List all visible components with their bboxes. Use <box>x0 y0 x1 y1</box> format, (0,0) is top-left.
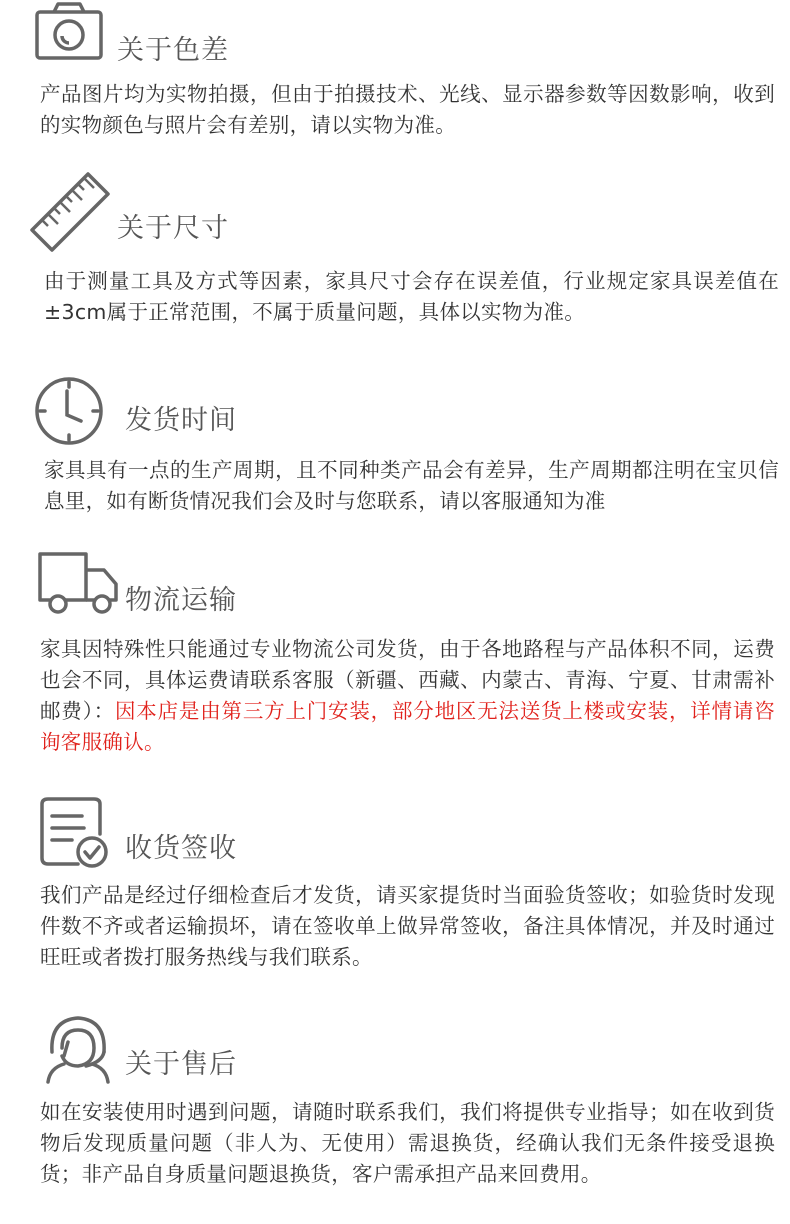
logistics-text: 家具因特殊性只能通过专业物流公司发货，由于各地路程与产品体积不同，运费也会不同，具体运费请联系客服（新疆、西藏、内蒙古、青海、宁夏、甘肃需补邮费）： <box>40 637 775 723</box>
customer-service-icon <box>40 1012 116 1084</box>
section-text: 我们产品是经过仔细检查后才发货，请买家提货时当面验货签收；如验货时发现件数不齐或者运输损坏，请在签收单上做异常签收，备注具体情况，并及时通过旺旺或者拨打服务热线与我们联系。 <box>40 883 775 969</box>
section-title: 关于色差 <box>117 35 229 66</box>
section-title: 收货签收 <box>125 833 237 864</box>
section-title: 发货时间 <box>125 405 237 436</box>
section-text: 家具具有一点的生产周期，且不同种类产品会有差异，生产周期都注明在宝贝信息里，如有断货情况我们会及时与您联系，请以客服通知为准 <box>44 458 779 513</box>
section-title: 关于售后 <box>125 1049 237 1080</box>
section-text: 产品图片均为实物拍摄，但由于拍摄技术、光线、显示器参数等因数影响，收到的实物颜色与照片会有差别，请以实物为准。 <box>40 82 775 137</box>
section-title: 关于尺寸 <box>117 213 229 244</box>
section-text <box>40 634 775 758</box>
ruler-icon <box>28 170 112 254</box>
section-text: 如在安装使用时遇到问题，请随时联系我们，我们将提供专业指导；如在收到货物后发现质量问题（非人为、无使用）需退换货，经确认我们无条件接受退换货；非产品自身质量问题退换货，客户需承担产品来回费用。 <box>40 1100 775 1186</box>
section-title: 物流运输 <box>125 585 237 616</box>
document-check-icon <box>38 796 110 870</box>
clock-icon <box>33 375 105 447</box>
installation-notice: 因本店是由第三方上门安装，部分地区无法送货上楼或安装，详情请咨询客服确认。 <box>40 699 775 754</box>
truck-icon <box>36 550 122 616</box>
camera-icon <box>34 0 104 62</box>
section-text: 由于测量工具及方式等因素，家具尺寸会存在误差值，行业规定家具误差值在±3cm属于正常范围，不属于质量问题，具体以实物为准。 <box>44 269 779 324</box>
